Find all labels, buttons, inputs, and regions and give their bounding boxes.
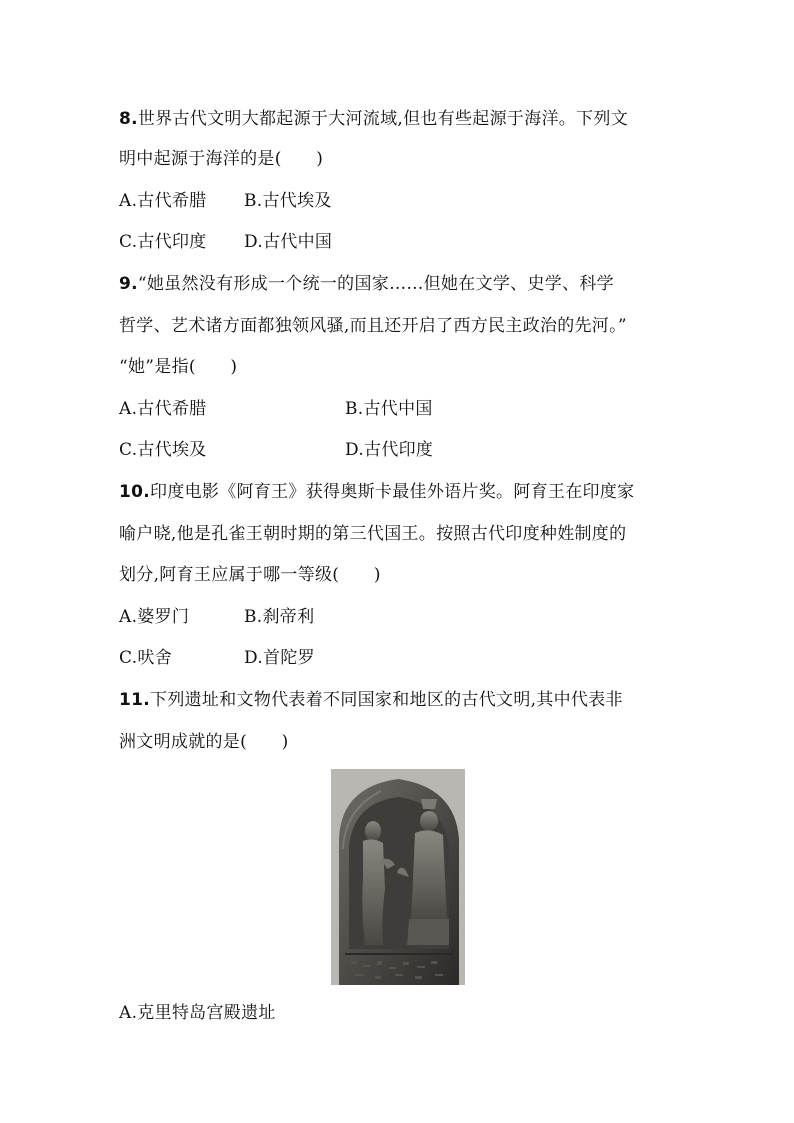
question-8-option-d: D.古代中国 — [244, 232, 333, 252]
question-10-line-1: 10.印度电影《阿育王》获得奥斯卡最佳外语片奖。阿育王在印度家 — [119, 482, 635, 502]
question-9-option-c: C.古代埃及 — [119, 440, 207, 460]
question-8-line-1: 8.世界古代文明大都起源于大河流域,但也有些起源于海洋。下列文 — [119, 109, 628, 129]
stone-stele-image — [331, 769, 465, 985]
question-10-options-row-1 — [119, 606, 719, 628]
question-8-option-a: A.古代希腊 — [119, 191, 207, 211]
question-9-line-1: 9.“她虽然没有形成一个统一的国家……但她在文学、史学、科学 — [119, 274, 614, 294]
question-10-option-c: C.吠舍 — [119, 648, 173, 668]
question-8-option-b: B.古代埃及 — [244, 191, 332, 211]
question-11-number: 11. — [119, 690, 151, 710]
question-9-option-a: A.古代希腊 — [119, 399, 207, 419]
question-9-number: 9. — [119, 274, 138, 294]
question-10-option-d: D.首陀罗 — [244, 648, 315, 668]
question-8-options-row-2 — [119, 231, 719, 253]
question-10-options-row-2 — [119, 647, 719, 669]
question-11-option-a: A.克里特岛宫殿遗址 — [119, 1003, 276, 1023]
question-9-options-row-2 — [119, 439, 719, 461]
question-11-line-1: 11.下列遗址和文物代表着不同国家和地区的古代文明,其中代表非 — [119, 690, 623, 710]
question-8-option-c: C.古代印度 — [119, 232, 207, 252]
question-10-line-3: 划分,阿育王应属于哪一等级( ) — [119, 565, 381, 585]
question-10-option-b: B.刹帝利 — [244, 607, 315, 627]
question-8-number: 8. — [119, 109, 138, 129]
question-10-line-2: 喻户晓,他是孔雀王朝时期的第三代国王。按照古代印度种姓制度的 — [119, 524, 627, 544]
question-8-line-2: 明中起源于海洋的是( ) — [119, 149, 324, 169]
question-9-line-2: 哲学、艺术诸方面都独领风骚,而且还开启了西方民主政治的先河。” — [119, 316, 627, 336]
question-9-option-d: D.古代印度 — [345, 440, 434, 460]
question-10-option-a: A.婆罗门 — [119, 607, 190, 627]
question-9-options-row-1 — [119, 398, 719, 420]
question-9-line-3: “她”是指( ) — [119, 357, 238, 377]
question-8-options-row-1 — [119, 190, 719, 212]
question-9-option-b: B.古代中国 — [345, 399, 433, 419]
question-10-number: 10. — [119, 482, 151, 502]
stele-relief-icon — [331, 769, 465, 985]
question-11-line-2: 洲文明成就的是( ) — [119, 732, 289, 752]
